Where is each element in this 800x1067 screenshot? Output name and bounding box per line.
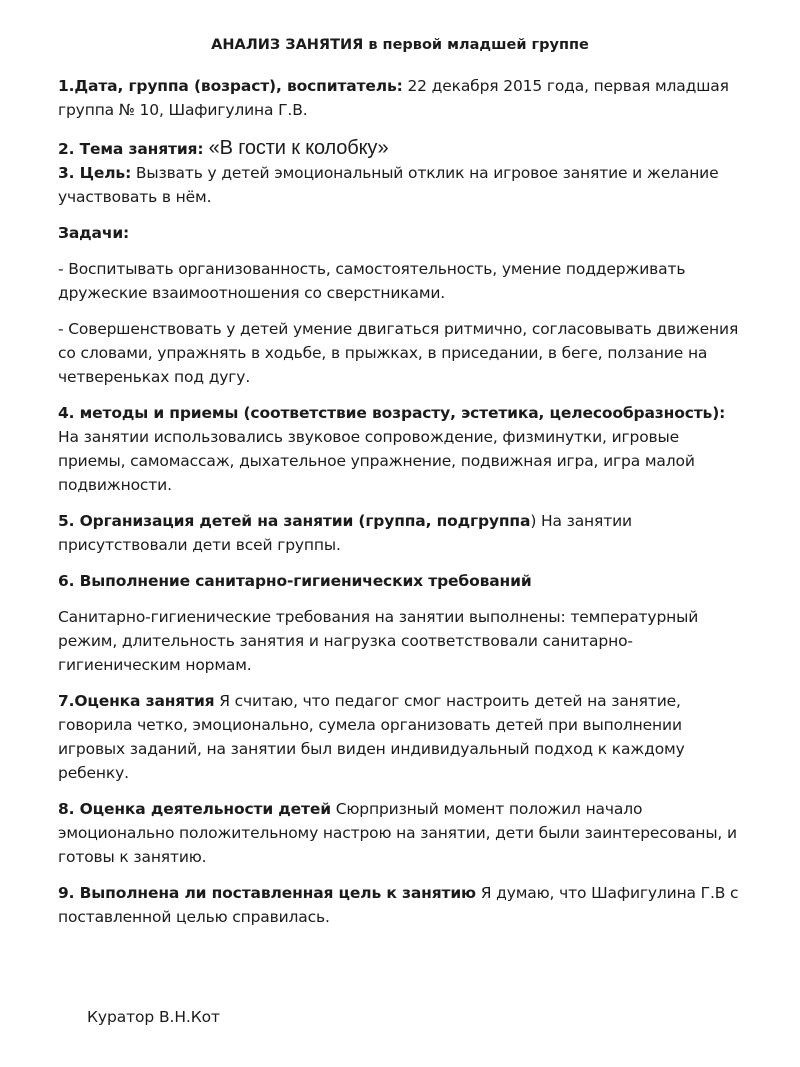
organization-label: 5. Организация детей на занятии (группа, подгруппа: [58, 512, 531, 530]
document-title: АНАЛИЗ ЗАНЯТИЯ в первой младшей группе: [211, 37, 589, 53]
goal-achieved-label: 9. Выполнена ли поставленная цель к занятию: [58, 884, 476, 902]
topic-value: «В гости к колобку»: [208, 137, 389, 159]
tasks-label: Задачи:: [58, 224, 130, 242]
date-group-label: 1.Дата, группа (возраст), воспитатель:: [58, 77, 403, 95]
organization-value: ) На занятии присутствовали дети всей группы.: [58, 512, 632, 554]
curator-signature-line: Куратор В.Н.Кот: [87, 1008, 220, 1026]
sanitary-label: 6. Выполнение санитарно-гигиенических требований: [58, 572, 532, 590]
goal-value: Вызвать у детей эмоциональный отклик на игровое занятие и желание участвовать в нём.: [58, 164, 719, 206]
date-group-value: 22 декабря 2015 года, первая младшая группа № 10, Шафигулина Г.В.: [58, 77, 729, 119]
goal-achieved-value: Я думаю, что Шафигулина Г.В с поставленной целью справилась.: [58, 884, 739, 926]
section-lesson-assessment: [58, 689, 748, 785]
children-assessment-value: Сюрпризный момент положил начало эмоционально положительному настрою на занятии, дети были заинтересованы, и готовы к занятию.: [58, 800, 737, 866]
children-assessment-label: 8. Оценка деятельности детей: [58, 800, 331, 818]
topic-label: 2. Тема занятия:: [58, 140, 209, 158]
methods-value: На занятии использовались звуковое сопровождение, физминутки, игровые приемы, самомассаж, дыхательное упражнение, подвижная игра, игра малой подвижности.: [58, 428, 695, 494]
document-body: [58, 74, 748, 929]
section-methods: [58, 401, 748, 497]
section-sanitary-heading: [58, 569, 748, 593]
tasks-heading: [58, 221, 748, 245]
task-item: - Воспитывать организованность, самостоятельность, умение поддерживать дружеские взаимоотношения со сверстниками.: [58, 260, 686, 302]
section-children-assessment: [58, 797, 748, 869]
section-date-group: [58, 74, 748, 122]
goal-label: 3. Цель:: [58, 164, 132, 182]
section-organization: [58, 509, 748, 557]
methods-label: 4. методы и приемы (соответствие возрасту, эстетика, целесообразность):: [58, 404, 726, 422]
lesson-assessment-value: Я считаю, что педагог смог настроить детей на занятие, говорила четко, эмоционально, сумела организовать детей при выполнении игровых заданий, на занятии был виден индивидуальный подход к каждому ребенку.: [58, 692, 685, 782]
section-goal-achieved: [58, 881, 748, 929]
task-item: - Совершенствовать у детей умение двигаться ритмично, согласовывать движения со словами, упражнять в ходьбе, в прыжках, в приседании, в беге, ползание на четвереньках под дугу.: [58, 320, 739, 386]
sanitary-value: Санитарно-гигиенические требования на занятии выполнены: температурный режим, длительность занятия и нагрузка соответствовали санитарно-гигиеническим нормам.: [58, 608, 699, 674]
section-goal: [58, 161, 748, 209]
section-topic: [58, 136, 748, 161]
lesson-assessment-label: 7.Оценка занятия: [58, 692, 215, 710]
